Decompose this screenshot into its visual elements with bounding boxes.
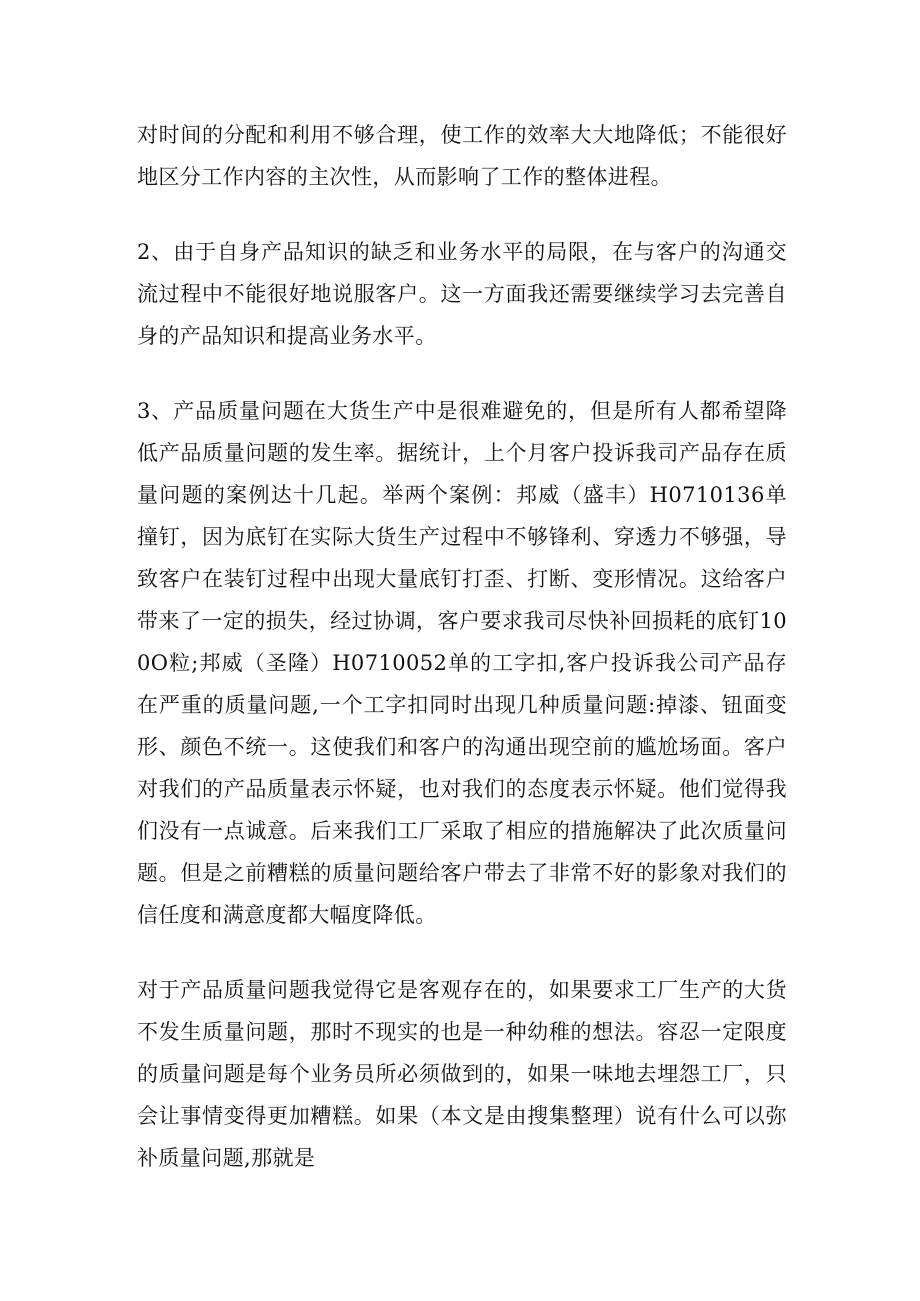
paragraph-time-allocation: 对时间的分配和利用不够合理，使工作的效率大大地降低；不能很好地区分工作内容的主次性，从而影响了工作的整体进程。 [137,123,787,189]
document-body [137,114,787,1212]
paragraph-quality-issues: 3、产品质量问题在大货生产中是很难避免的，但是所有人都希望降低产品质量问题的发生率。据统计，上个月客户投诉我司产品存在质量问题的案例达十几起。举两个案例：邦威（盛丰）H0710136单撞钉，因为底钉在实际大货生产过程中不够锋利、穿透力不够强，导致客户在装钉过程中出现大量底钉打歪、打断、变形情况。这给客户带来了一定的损失，经过协调，客户要求我司尽快补回损耗的底钉100O粒;邦威（圣隆）H0710052单的工字扣,客户投诉我公司产品存在严重的质量问题,一个工字扣同时出现几种质量问题:掉漆、钮面变形、颜色不统一。这使我们和客户的沟通出现空前的尴尬场面。客户对我们的产品质量表示怀疑，也对我们的态度表示怀疑。他们觉得我们没有一点诚意。后来我们工厂采取了相应的措施解决了此次质量问题。但是之前糟糕的质量问题给客户带去了非常不好的影象对我们的信任度和满意度都大幅度降低。 [137,399,787,927]
paragraph-product-knowledge: 2、由于自身产品知识的缺乏和业务水平的局限，在与客户的沟通交流过程中不能很好地说服客户。这一方面我还需要继续学习去完善自身的产品知识和提高业务水平。 [137,240,787,348]
paragraph-quality-opinion: 对于产品质量问题我觉得它是客观存在的，如果要求工厂生产的大货不发生质量问题，那时不现实的也是一种幼稚的想法。容忍一定限度的质量问题是每个业务员所必须做到的，如果一味地去埋怨工厂，只会让事情变得更加糟糕。如果（本文是由搜集整理）说有什么可以弥补质量问题,那就是 [137,978,787,1170]
